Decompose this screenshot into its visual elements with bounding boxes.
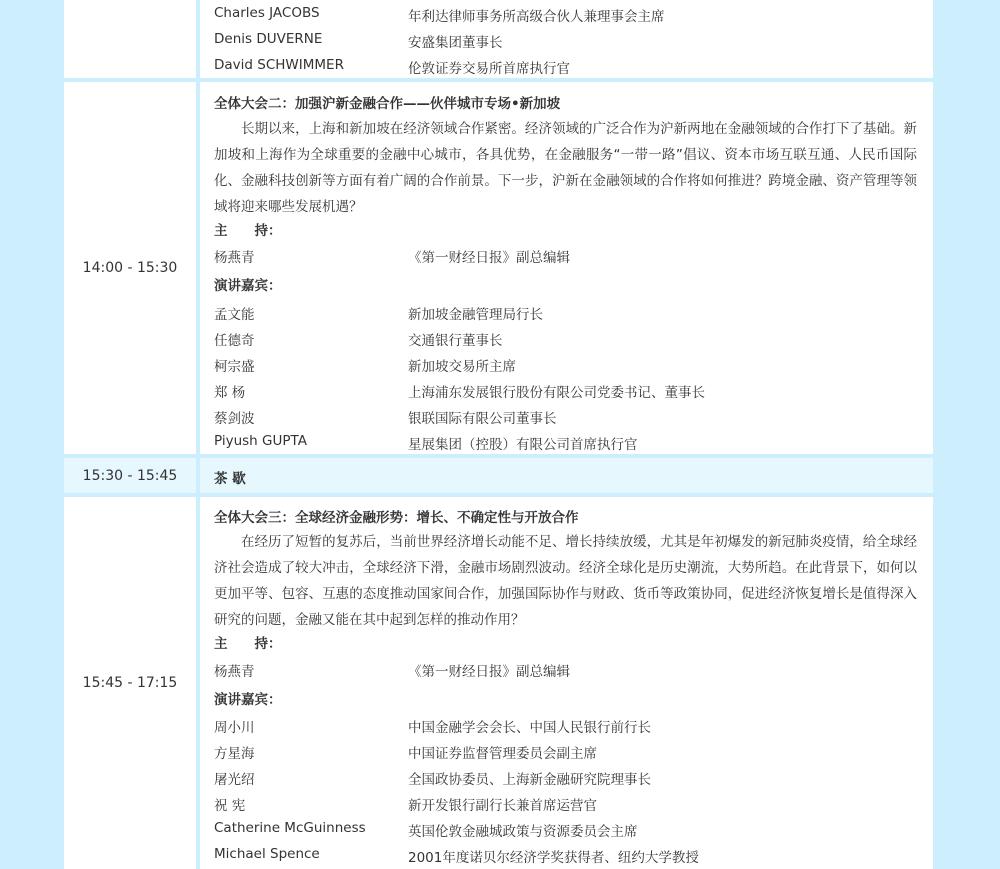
agenda-row-previous (64, 0, 933, 78)
speaker-name: Denis DUVERNE (214, 31, 323, 47)
speaker-name: 方星海 (214, 746, 255, 762)
host-label: 主 持： (214, 636, 282, 652)
speaker-role: 中国金融学会会长、中国人民银行前行长 (408, 720, 651, 736)
session-title: 全体大会三：全球经济金融形势：增长、不确定性与开放合作 (214, 510, 579, 526)
speaker-name: 祝 宪 (214, 798, 246, 814)
speaker-role: 上海浦东发展银行股份有限公司党委书记、董事长 (408, 385, 705, 401)
speaker-name: Catherine McGuinness (214, 820, 366, 836)
host-name: 杨燕青 (214, 250, 255, 266)
host-role: 《第一财经日报》副总编辑 (408, 664, 570, 680)
speaker-role: 英国伦敦金融城政策与资源委员会主席 (408, 824, 638, 840)
speaker-role: 交通银行董事长 (408, 333, 503, 349)
content-cell (200, 497, 933, 869)
speaker-role: 年利达律师事务所高级合伙人兼理事会主席 (408, 9, 665, 25)
agenda-row-session2 (64, 82, 933, 454)
content-cell (200, 82, 933, 454)
speaker-role: 星展集团（控股）有限公司首席执行官 (408, 437, 638, 453)
content-cell (200, 0, 933, 78)
speaker-role: 伦敦证券交易所首席执行官 (408, 61, 570, 77)
session-title: 全体大会二：加强沪新金融合作——伙伴城市专场•新加坡 (214, 96, 561, 112)
host-label: 主 持： (214, 223, 282, 239)
speaker-role: 全国政协委员、上海新金融研究院理事长 (408, 772, 651, 788)
speaker-name: Michael Spence (214, 846, 320, 862)
speaker-name: 柯宗盛 (214, 359, 255, 375)
session-time: 15:45 - 17:15 (64, 497, 196, 869)
agenda-row-session3 (64, 497, 933, 869)
tea-break-label: 茶 歇 (214, 471, 246, 487)
speaker-role: 新加坡交易所主席 (408, 359, 516, 375)
speaker-name: 蔡剑波 (214, 411, 255, 427)
speaker-name: 周小川 (214, 720, 255, 736)
speakers-label: 演讲嘉宾： (214, 692, 282, 708)
speaker-name: Piyush GUPTA (214, 433, 307, 449)
time-cell (64, 0, 196, 78)
speaker-role: 安盛集团董事长 (408, 35, 503, 51)
speaker-role: 新加坡金融管理局行长 (408, 307, 543, 323)
session-time: 14:00 - 15:30 (64, 82, 196, 454)
speaker-name: Charles JACOBS (214, 5, 320, 21)
host-role: 《第一财经日报》副总编辑 (408, 250, 570, 266)
agenda-row-tea-break (64, 458, 933, 493)
speaker-role: 新开发银行副行长兼首席运营官 (408, 798, 597, 814)
content-cell (200, 458, 933, 493)
host-name: 杨燕青 (214, 664, 255, 680)
speaker-role: 中国证券监督管理委员会副主席 (408, 746, 597, 762)
agenda-table (64, 0, 933, 866)
speakers-label: 演讲嘉宾： (214, 278, 282, 294)
speaker-role: 2001年度诺贝尔经济学奖获得者、纽约大学教授 (408, 850, 699, 866)
session-description: 长期以来，上海和新加坡在经济领域合作紧密。经济领域的广泛合作为沪新两地在金融领域的合作打下了基础。新加坡和上海作为全球重要的金融中心城市，各具优势，在金融服务“一带一路”倡议、资本市场互联互通、人民币国际化、金融科技创新等方面有着广阔的合作前景。下一步，沪新在金融领域的合作将如何推进？跨境金融、资产管理等领域将迎来哪些发展机遇？ (214, 121, 917, 215)
speaker-role: 银联国际有限公司董事长 (408, 411, 557, 427)
speaker-name: 郑 杨 (214, 385, 246, 401)
session-time: 15:30 - 15:45 (64, 458, 196, 493)
session-description: 在经历了短暂的复苏后，当前世界经济增长动能不足、增长持续放缓，尤其是年初爆发的新冠肺炎疫情，给全球经济社会造成了较大冲击，全球经济下滑，金融市场剧烈波动。经济全球化是历史潮流，大势所趋。在此背景下，如何以更加平等、包容、互惠的态度推动国家间合作，加强国际协作与财政、货币等政策协同，促进经济恢复增长是值得深入研究的问题，金融又能在其中起到怎样的推动作用？ (214, 534, 917, 628)
speaker-name: David SCHWIMMER (214, 57, 344, 73)
speaker-name: 孟文能 (214, 307, 255, 323)
speaker-name: 任德奇 (214, 333, 255, 349)
speaker-name: 屠光绍 (214, 772, 255, 788)
